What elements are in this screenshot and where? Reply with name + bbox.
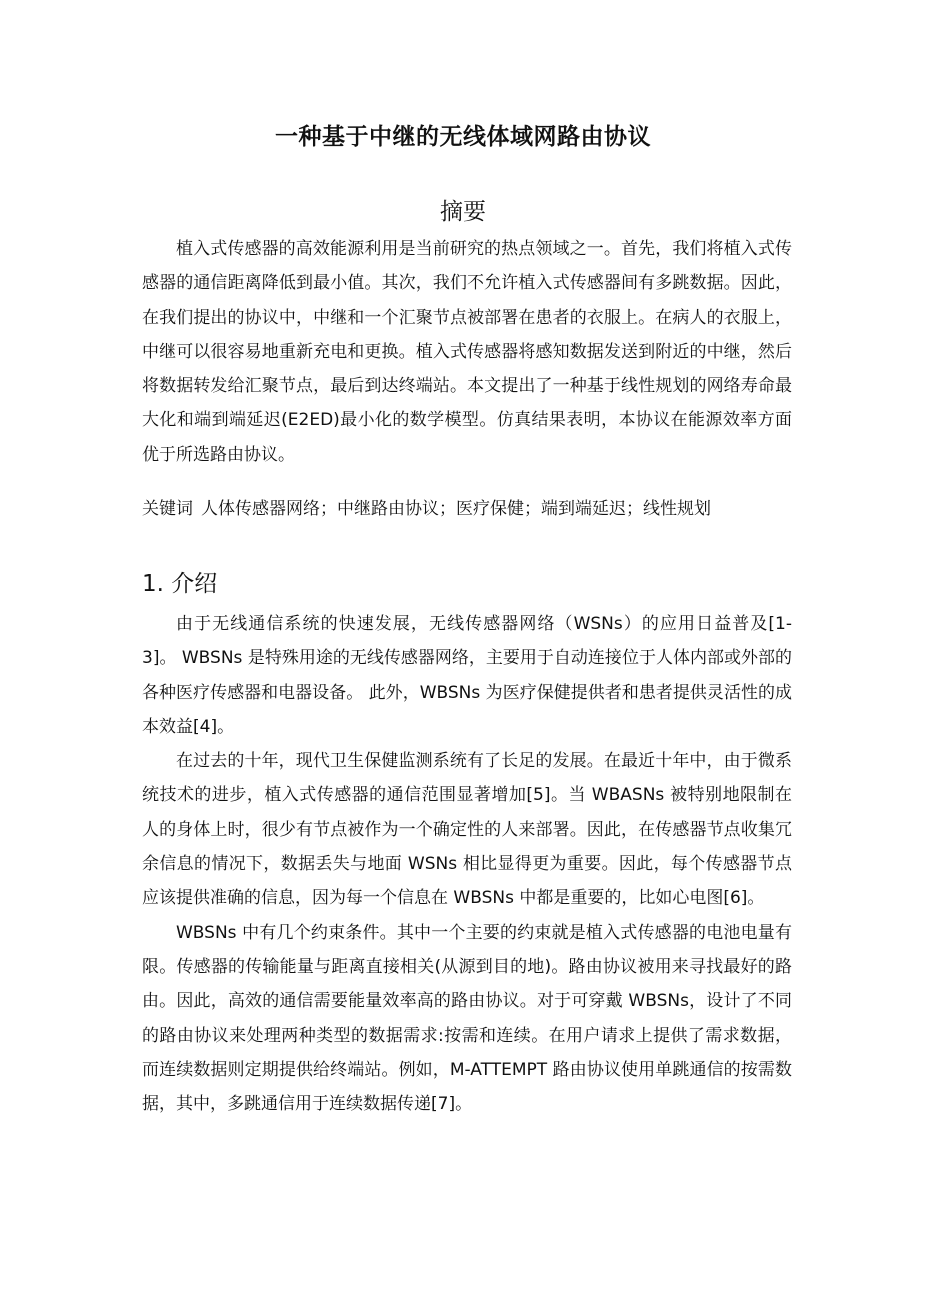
- intro-section: [142, 607, 792, 1121]
- keywords-text: 人体传感器网络；中继路由协议；医疗保健；端到端延迟；线性规划: [201, 499, 711, 519]
- intro-paragraph: 在过去的十年，现代卫生保健监测系统有了长足的发展。在最近十年中，由于微系统技术的进步，植入式传感器的通信范围显著增加[5]。当 WBASNs 被特别地限制在人的身体上时，很少有节点被作为一个确定性的人来部署。因此，在传感器节点收集冗余信息的情况下，数据丢失与地面 WSNs 相比显得更为重要。因此，每个传感器节点应该提供准确的信息，因为每一个信息在 WBSNs 中都是重要的，比如心电图[6]。: [142, 751, 792, 909]
- intro-paragraph: WBSNs 中有几个约束条件。其中一个主要的约束就是植入式传感器的电池电量有限。传感器的传输能量与距离直接相关(从源到目的地)。路由协议被用来寻找最好的路由。因此，高效的通信需要能量效率高的路由协议。对于可穿戴 WBSNs，设计了不同的路由协议来处理两种类型的数据需求:按需和连续。在用户请求上提供了需求数据，而连续数据则定期提供给终端站。例如，M-ATTEMPT 路由协议使用单跳通信的按需数据，其中，多跳通信用于连续数据传递[7]。: [142, 922, 792, 1115]
- abstract-text: 植入式传感器的高效能源利用是当前研究的热点领域之一。首先，我们将植入式传感器的通信距离降低到最小值。其次，我们不允许植入式传感器间有多跳数据。因此，在我们提出的协议中，中继和一个汇聚节点被部署在患者的衣服上。在病人的衣服上，中继可以很容易地重新充电和更换。植入式传感器将感知数据发送到附近的中继，然后将数据转发给汇聚节点，最后到达终端站。本文提出了一种基于线性规划的网络寿命最大化和端到端延迟(E2ED)最小化的数学模型。仿真结果表明，本协议在能源效率方面优于所选路由协议。: [142, 239, 792, 465]
- intro-heading: 1. 介绍: [142, 571, 218, 597]
- keywords-line: [142, 494, 792, 524]
- paper-title: 一种基于中继的无线体域网路由协议: [275, 124, 651, 150]
- keywords-label: 关键词: [142, 499, 193, 519]
- intro-paragraph: 由于无线通信系统的快速发展，无线传感器网络（WSNs）的应用日益普及[1-3]。 WBSNs 是特殊用途的无线传感器网络，主要用于自动连接位于人体内部或外部的各种医疗传感器和电器设备。 此外，WBSNs 为医疗保健提供者和患者提供灵活性的成本效益[4]。: [142, 614, 792, 737]
- abstract-section: [142, 232, 792, 472]
- abstract-heading: 摘要: [440, 199, 486, 225]
